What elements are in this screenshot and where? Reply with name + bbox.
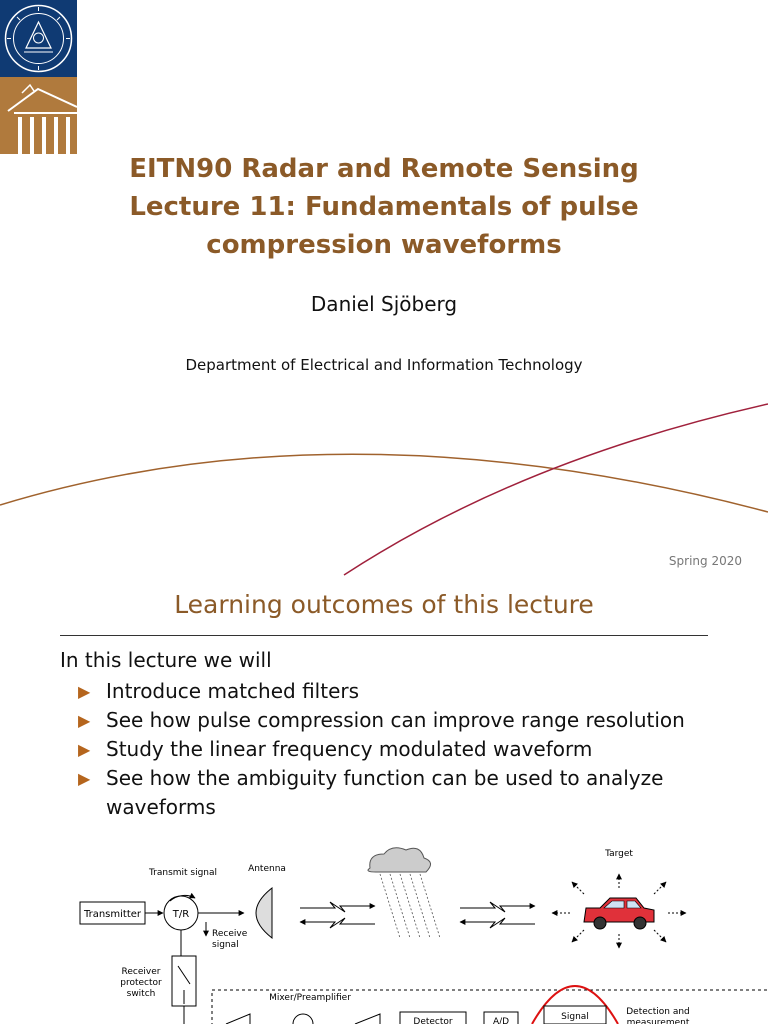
brown-arc (0, 454, 768, 512)
receiver-protector-label: protector (120, 978, 162, 988)
list-item-text: See how pulse compression can improve range resolution (106, 708, 685, 732)
car-icon (584, 898, 654, 929)
tr-label: T/R (172, 909, 190, 920)
title-line: EITN90 Radar and Remote Sensing (129, 154, 639, 184)
list-item-text: See how the ambiguity function can be used to analyze waveforms (106, 766, 664, 819)
receive-signal-label: Receive (212, 929, 248, 939)
title-line: compression waveforms (206, 230, 562, 260)
mixer-label: Mixer/Preamplifier (269, 993, 351, 1003)
heading-divider (60, 635, 708, 636)
list-item (78, 677, 738, 706)
bullet-arrow-icon: ▶ (78, 682, 91, 701)
crimson-arc (344, 404, 768, 575)
learning-outcomes-slide (0, 578, 768, 1024)
outcomes-list (78, 677, 738, 822)
cloud-icon (368, 848, 431, 872)
list-item-text: Study the linear frequency modulated waveform (106, 737, 593, 761)
transmit-signal-label: Transmit signal (148, 868, 218, 878)
signal-label: Signal (561, 1012, 589, 1022)
list-item-text: Introduce matched filters (106, 679, 360, 703)
author-name: Daniel Sjöberg (310, 292, 458, 316)
radar-block-diagram (0, 838, 768, 1024)
wave-arrows (300, 902, 535, 928)
list-item (78, 764, 738, 822)
bullet-arrow-icon: ▶ (78, 711, 91, 730)
date-label: Spring 2020 (668, 554, 742, 568)
bullet-arrow-icon: ▶ (78, 769, 91, 788)
department-name: Department of Electrical and Information Technology (185, 356, 583, 374)
transmitter-label: Transmitter (83, 909, 142, 920)
intro-text: In this lecture we will (60, 648, 272, 672)
slide-heading: Learning outcomes of this lecture (174, 590, 594, 619)
mixer-icon (293, 1014, 313, 1024)
receive-signal-label: signal (212, 940, 239, 950)
detector-label: Detector (413, 1017, 453, 1024)
title-line: Lecture 11: Fundamentals of pulse (129, 192, 639, 222)
receiver-protector-label: Receiver (121, 967, 161, 977)
list-item (78, 706, 738, 735)
antenna-label: Antenna (248, 864, 286, 874)
ad-label: A/D (492, 1017, 510, 1024)
antenna-dish-icon (256, 888, 272, 938)
receiver-protector-label: switch (126, 989, 156, 999)
list-item (78, 735, 738, 764)
rain-lines (380, 874, 440, 938)
target-label: Target (605, 849, 633, 859)
bullet-arrow-icon: ▶ (78, 740, 91, 759)
detection-label: measurement (626, 1018, 690, 1024)
detection-label: Detection and (626, 1007, 690, 1017)
